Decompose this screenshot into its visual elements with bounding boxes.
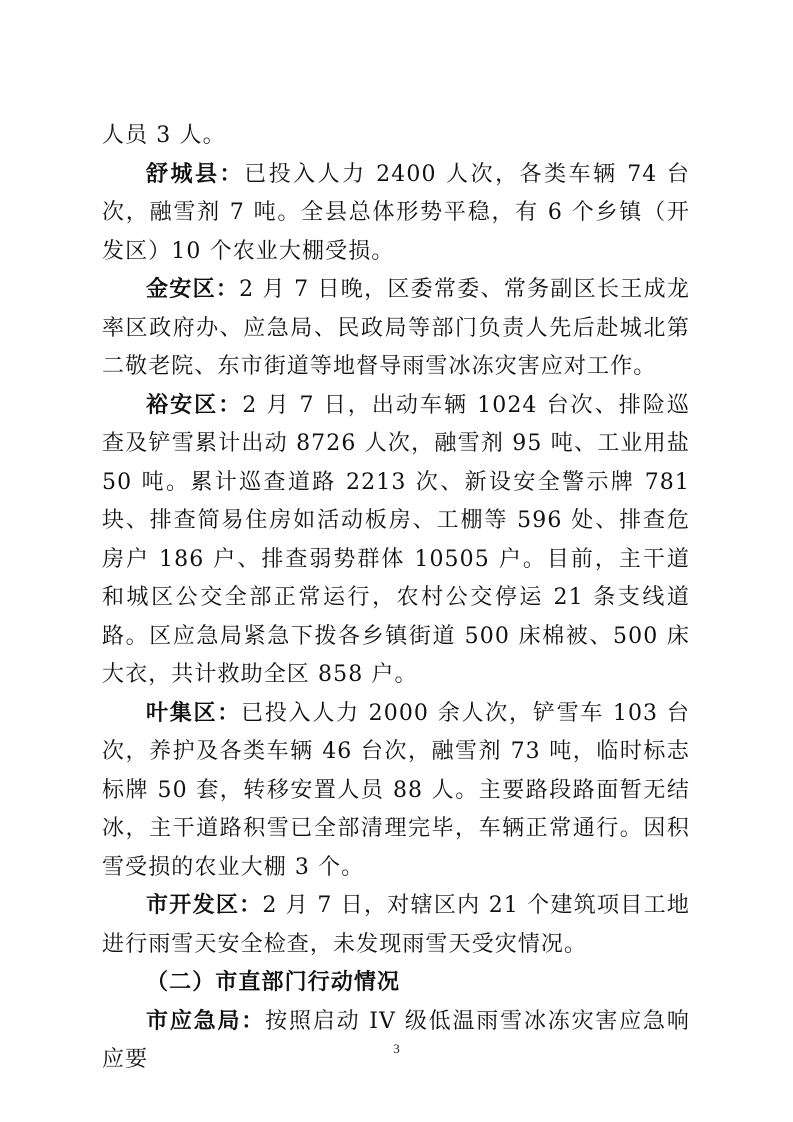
paragraph-text: 已投入人力 2000 余人次，铲雪车 103 台次，养护及各类车辆 46 台次，融雪剂 73 吨，临时标志标牌 50 套，转移安置人员 88 人。主要路段路面暂无结冰，主干道路积雪已全部清理完毕，车辆正常通行。因积雪受损的农业大棚 3 个。: [102, 700, 691, 880]
paragraph-label: 金安区：: [146, 277, 240, 302]
paragraph-yeji: [102, 695, 690, 888]
section-heading: （二）市直部门行动情况: [146, 970, 401, 995]
paragraph-text: 已投入人力 2400 人次，各类车辆 74 台次，融雪剂 7 吨。全县总体形势平稳，有 6 个乡镇（开发区）10 个农业大棚受损。: [102, 161, 690, 264]
paragraph-shucheng: [102, 156, 690, 272]
paragraph-text: 按照启动 IV 级低温雨雪冰冻灾害应急响应要: [102, 1008, 690, 1072]
paragraph-label: 市应急局：: [146, 1008, 266, 1034]
paragraph-jinan: [102, 271, 690, 387]
paragraph-continuation: [102, 117, 690, 156]
paragraph-label: 市开发区：: [146, 893, 263, 918]
paragraph-text: 2 月 7 日晚，区委常委、常务副区长王成龙率区政府办、应急局、民政局等部门负责人先后赴城北第二敬老院、东市街道等地督导雨雪冰冻灾害应对工作。: [102, 277, 690, 379]
paragraph-text: 2 月 7 日，对辖区内 21 个建筑项目工地进行雨雪天安全检查，未发现雨雪天受灾情况。: [102, 893, 690, 957]
page-number: 3: [393, 1041, 400, 1056]
paragraph-label: 裕安区：: [146, 392, 243, 418]
paragraph-yuan: [102, 387, 690, 695]
paragraph-label: 舒城县：: [146, 161, 245, 187]
paragraph-label: 叶集区：: [146, 700, 242, 726]
document-body: [102, 117, 690, 1080]
paragraph-text: 人员 3 人。: [102, 123, 226, 148]
paragraph-kaifaqu: [102, 887, 690, 964]
paragraph-text: 2 月 7 日，出动车辆 1024 台次、排险巡查及铲雪累计出动 8726 人次，融雪剂 95 吨、工业用盐 50 吨。累计巡查道路 2213 次、新设安全警示牌 781 块、排查简易住房如活动板房、工棚等 596 处、排查危房户 186 户、排查弱势群体 10505 户。目前，主干道和城区公交全部正常运行，农村公交停运 21 条支线道路。区应急局紧急下拨各乡镇街道 500 床棉被、500 床大衣，共计救助全区 858 户。: [102, 392, 690, 687]
